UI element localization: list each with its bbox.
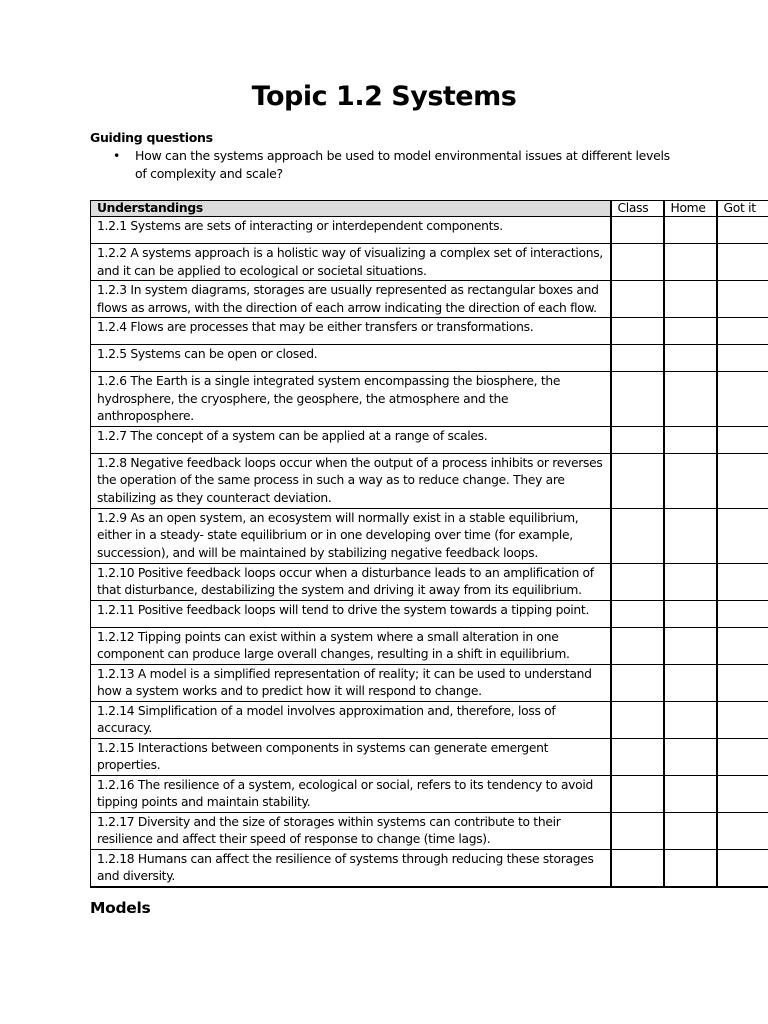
header-class: Class [611, 201, 664, 217]
checkbox-cell-class[interactable] [611, 318, 664, 345]
checkbox-cell-got-it[interactable] [717, 318, 768, 345]
table-row [91, 372, 768, 427]
bullet-icon: • [113, 148, 121, 163]
checkbox-cell-home[interactable] [664, 775, 717, 812]
checkbox-cell-class[interactable] [611, 372, 664, 427]
checkbox-cell-class[interactable] [611, 812, 664, 849]
checkbox-cell-home[interactable] [664, 563, 717, 600]
table-row [91, 775, 768, 812]
table-row [91, 508, 768, 563]
checkbox-cell-home[interactable] [664, 217, 717, 244]
checkbox-cell-class[interactable] [611, 345, 664, 372]
checkbox-cell-got-it[interactable] [717, 849, 768, 887]
checkbox-cell-home[interactable] [664, 738, 717, 775]
table-row [91, 563, 768, 600]
understanding-cell: 1.2.12 Tipping points can exist within a system where a small alteration in one component can produce large overall changes, resulting in a shift in equilibrium. [91, 627, 611, 664]
checkbox-cell-got-it[interactable] [717, 812, 768, 849]
checkbox-cell-class[interactable] [611, 508, 664, 563]
checkbox-cell-got-it[interactable] [717, 627, 768, 664]
checkbox-cell-got-it[interactable] [717, 775, 768, 812]
table-row [91, 701, 768, 738]
checkbox-cell-got-it[interactable] [717, 426, 768, 453]
understanding-cell: 1.2.5 Systems can be open or closed. [91, 345, 611, 372]
checkbox-cell-home[interactable] [664, 664, 717, 701]
understanding-cell: 1.2.9 As an open system, an ecosystem will normally exist in a stable equilibrium, either in a steady- state equilibrium or in one developing over time (for example, succession), and will be maintained by stabilizing negative feedback loops. [91, 508, 611, 563]
understanding-cell: 1.2.16 The resilience of a system, ecological or social, refers to its tendency to avoid tipping points and maintain stability. [91, 775, 611, 812]
checkbox-cell-class[interactable] [611, 281, 664, 318]
understanding-cell: 1.2.1 Systems are sets of interacting or interdependent components. [91, 217, 611, 244]
table-row [91, 849, 768, 887]
header-understandings: Understandings [91, 201, 611, 217]
checkbox-cell-got-it[interactable] [717, 600, 768, 627]
checkbox-cell-got-it[interactable] [717, 701, 768, 738]
checkbox-cell-class[interactable] [611, 701, 664, 738]
checkbox-cell-got-it[interactable] [717, 244, 768, 281]
checkbox-cell-got-it[interactable] [717, 664, 768, 701]
checkbox-cell-got-it[interactable] [717, 738, 768, 775]
checkbox-cell-got-it[interactable] [717, 217, 768, 244]
table-row [91, 627, 768, 664]
checkbox-cell-got-it[interactable] [717, 372, 768, 427]
table-row [91, 281, 768, 318]
understanding-cell: 1.2.14 Simplification of a model involves approximation and, therefore, loss of accuracy. [91, 701, 611, 738]
checkbox-cell-class[interactable] [611, 217, 664, 244]
table-row [91, 453, 768, 508]
understanding-cell: 1.2.17 Diversity and the size of storages within systems can contribute to their resilience and affect their speed of response to change (time lags). [91, 812, 611, 849]
checkbox-cell-got-it[interactable] [717, 563, 768, 600]
checkbox-cell-class[interactable] [611, 426, 664, 453]
understanding-cell: 1.2.2 A systems approach is a holistic way of visualizing a complex set of interactions, and it can be applied to ecological or societal situations. [91, 244, 611, 281]
checkbox-cell-home[interactable] [664, 372, 717, 427]
checkbox-cell-class[interactable] [611, 775, 664, 812]
checkbox-cell-class[interactable] [611, 849, 664, 887]
checkbox-cell-class[interactable] [611, 627, 664, 664]
checkbox-cell-home[interactable] [664, 812, 717, 849]
table-header-row [91, 201, 768, 217]
understanding-cell: 1.2.3 In system diagrams, storages are usually represented as rectangular boxes and flows as arrows, with the direction of each arrow indicating the direction of each flow. [91, 281, 611, 318]
understanding-cell: 1.2.11 Positive feedback loops will tend to drive the system towards a tipping point. [91, 600, 611, 627]
understanding-cell: 1.2.8 Negative feedback loops occur when the output of a process inhibits or reverses the operation of the same process in such a way as to reduce change. They are stabilizing as they counteract deviation. [91, 453, 611, 508]
checkbox-cell-got-it[interactable] [717, 453, 768, 508]
table-row [91, 738, 768, 775]
table-row [91, 600, 768, 627]
list-item [90, 147, 680, 183]
table-row [91, 345, 768, 372]
checkbox-cell-home[interactable] [664, 426, 717, 453]
table-row [91, 426, 768, 453]
checkbox-cell-home[interactable] [664, 453, 717, 508]
checkbox-cell-got-it[interactable] [717, 345, 768, 372]
section-heading-models: Models [90, 899, 151, 917]
guiding-questions-heading: Guiding questions [90, 130, 213, 145]
header-got-it: Got it [717, 201, 768, 217]
understanding-cell: 1.2.10 Positive feedback loops occur when a disturbance leads to an amplification of that disturbance, destabilizing the system and driving it away from its equilibrium. [91, 563, 611, 600]
understanding-cell: 1.2.7 The concept of a system can be applied at a range of scales. [91, 426, 611, 453]
checkbox-cell-home[interactable] [664, 627, 717, 664]
header-home: Home [664, 201, 717, 217]
checkbox-cell-home[interactable] [664, 318, 717, 345]
table-body [91, 217, 768, 887]
checkbox-cell-got-it[interactable] [717, 281, 768, 318]
table-row [91, 664, 768, 701]
checkbox-cell-home[interactable] [664, 849, 717, 887]
understanding-cell: 1.2.4 Flows are processes that may be either transfers or transformations. [91, 318, 611, 345]
checkbox-cell-class[interactable] [611, 563, 664, 600]
table-row [91, 244, 768, 281]
checkbox-cell-class[interactable] [611, 244, 664, 281]
checkbox-cell-home[interactable] [664, 345, 717, 372]
guiding-questions-list [90, 147, 680, 183]
page-title: Topic 1.2 Systems [251, 81, 517, 112]
checkbox-cell-home[interactable] [664, 701, 717, 738]
checkbox-cell-class[interactable] [611, 664, 664, 701]
table-row [91, 318, 768, 345]
checkbox-cell-home[interactable] [664, 508, 717, 563]
understanding-cell: 1.2.18 Humans can affect the resilience of systems through reducing these storages and diversity. [91, 849, 611, 887]
checkbox-cell-class[interactable] [611, 600, 664, 627]
understanding-cell: 1.2.6 The Earth is a single integrated system encompassing the biosphere, the hydrosphere, the cryosphere, the geosphere, the atmosphere and the anthroposphere. [91, 372, 611, 427]
understandings-table [90, 200, 768, 888]
understanding-cell: 1.2.15 Interactions between components in systems can generate emergent properties. [91, 738, 611, 775]
checkbox-cell-got-it[interactable] [717, 508, 768, 563]
guiding-question-text: How can the systems approach be used to model environmental issues at different levels of complexity and scale? [135, 148, 670, 181]
table-row [91, 217, 768, 244]
checkbox-cell-class[interactable] [611, 738, 664, 775]
checkbox-cell-home[interactable] [664, 600, 717, 627]
checkbox-cell-class[interactable] [611, 453, 664, 508]
understanding-cell: 1.2.13 A model is a simplified representation of reality; it can be used to understand how a system works and to predict how it will respond to change. [91, 664, 611, 701]
checkbox-cell-home[interactable] [664, 281, 717, 318]
checkbox-cell-home[interactable] [664, 244, 717, 281]
table-row [91, 812, 768, 849]
